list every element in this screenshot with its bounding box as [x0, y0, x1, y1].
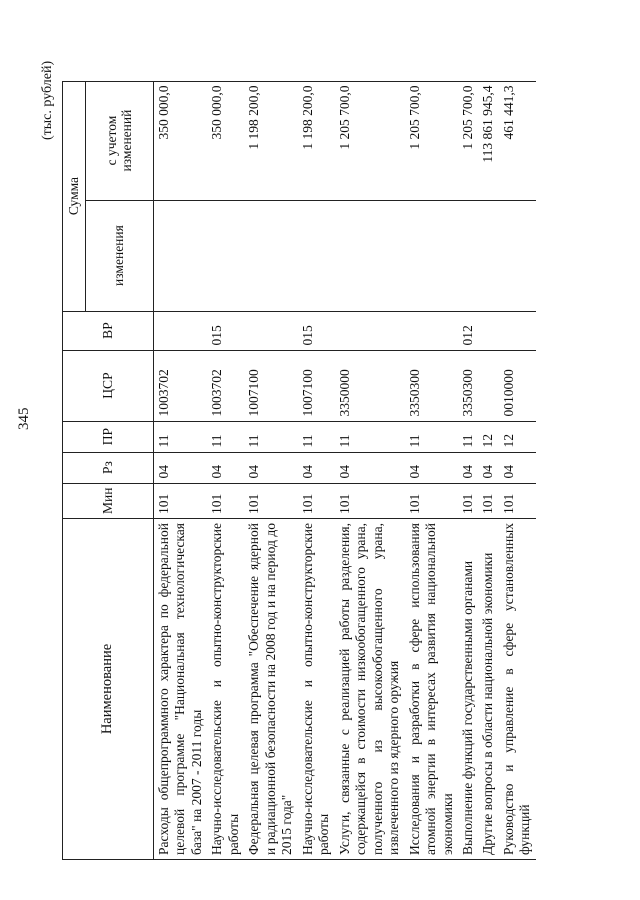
row-csr: 1003702 [207, 350, 244, 421]
page-number: 345 [16, 407, 32, 430]
table-row [298, 81, 335, 859]
header-csr: ЦСР [63, 350, 154, 421]
row-total: 461 441,3 [499, 81, 536, 200]
row-vr [405, 311, 458, 350]
row-pr: 11 [458, 421, 478, 452]
row-pr: 12 [478, 421, 498, 452]
row-csr [478, 350, 498, 421]
row-min: 101 [335, 483, 405, 518]
header-rz: Рз [63, 452, 154, 483]
row-changes [154, 200, 208, 311]
header-min: Мин [63, 483, 154, 518]
row-rz: 04 [478, 452, 498, 483]
row-name: Исследования и разработки в сфере использования атомной энергии в интересах развития национальной экономики [405, 519, 458, 860]
row-pr: 11 [335, 421, 405, 452]
header-pr: ПР [63, 421, 154, 452]
row-pr: 12 [499, 421, 536, 452]
table-row [405, 81, 458, 859]
header-row [63, 81, 86, 859]
row-vr [154, 311, 208, 350]
row-pr: 11 [298, 421, 335, 452]
row-min: 101 [207, 483, 244, 518]
row-min: 101 [244, 483, 297, 518]
row-changes [478, 200, 498, 311]
row-total: 1 198 200,0 [244, 81, 297, 200]
table-row [244, 81, 297, 859]
row-csr: 0010000 [499, 350, 536, 421]
row-min: 101 [405, 483, 458, 518]
row-vr [499, 311, 536, 350]
row-name: Руководство и управление в сфере установленных функций [499, 519, 536, 860]
row-name: Научно-исследовательские и опытно-конструкторские работы [298, 519, 335, 860]
header-with-changes: с учетом изменений [86, 81, 154, 200]
row-name: Другие вопросы в области национальной экономики [478, 519, 498, 860]
row-pr: 11 [405, 421, 458, 452]
row-pr: 11 [154, 421, 208, 452]
row-min: 101 [298, 483, 335, 518]
row-min: 101 [154, 483, 208, 518]
row-csr: 3350300 [405, 350, 458, 421]
header-name: Наименование [63, 519, 154, 860]
row-rz: 04 [154, 452, 208, 483]
row-name: Федеральная целевая программа "Обеспечение ядерной и радиационной безопасности на 2008 год и на период до 2015 года" [244, 519, 297, 860]
row-vr: 012 [458, 311, 478, 350]
budget-table [62, 81, 536, 860]
row-csr: 1007100 [244, 350, 297, 421]
row-total: 113 861 945,4 [478, 81, 498, 200]
row-total: 350 000,0 [207, 81, 244, 200]
row-min: 101 [458, 483, 478, 518]
header-changes: изменения [86, 200, 154, 311]
row-changes [244, 200, 297, 311]
row-total: 350 000,0 [154, 81, 208, 200]
table-row [335, 81, 405, 859]
row-csr: 1003702 [154, 350, 208, 421]
row-min: 101 [499, 483, 536, 518]
row-vr: 015 [207, 311, 244, 350]
row-total: 1 198 200,0 [298, 81, 335, 200]
row-rz: 04 [499, 452, 536, 483]
table-row [154, 81, 208, 859]
table-row [207, 81, 244, 859]
row-rz: 04 [207, 452, 244, 483]
row-total: 1 205 700,0 [405, 81, 458, 200]
row-csr: 3350300 [458, 350, 478, 421]
units-label: (тыс. рублей) [40, 60, 55, 140]
row-changes [499, 200, 536, 311]
row-changes [405, 200, 458, 311]
row-rz: 04 [298, 452, 335, 483]
row-rz: 04 [405, 452, 458, 483]
row-changes [458, 200, 478, 311]
header-vr: ВР [63, 311, 154, 350]
row-total: 1 205 700,0 [458, 81, 478, 200]
row-vr [478, 311, 498, 350]
row-vr [244, 311, 297, 350]
row-rz: 04 [244, 452, 297, 483]
row-name: Выполнение функций государственными органами [458, 519, 478, 860]
table-row [478, 81, 498, 859]
table-row [499, 81, 536, 859]
row-pr: 11 [207, 421, 244, 452]
row-changes [207, 200, 244, 311]
row-name: Научно-исследовательские и опытно-конструкторские работы [207, 519, 244, 860]
row-min: 101 [478, 483, 498, 518]
row-csr: 1007100 [298, 350, 335, 421]
row-vr: 015 [298, 311, 335, 350]
table-row [458, 81, 478, 859]
row-csr: 3350000 [335, 350, 405, 421]
row-name: Расходы общепрограммного характера по федеральной целевой программе "Национальная технологическая база" на 2007 - 2011 годы [154, 519, 208, 860]
row-vr [335, 311, 405, 350]
row-total: 1 205 700,0 [335, 81, 405, 200]
row-rz: 04 [458, 452, 478, 483]
row-pr: 11 [244, 421, 297, 452]
row-name: Услуги, связанные с реализацией работы разделения, содержащейся в стоимости низкообогащенного урана, полученного из высокообогащенного урана, извлеченного из ядерного оружия [335, 519, 405, 860]
row-changes [298, 200, 335, 311]
row-rz: 04 [335, 452, 405, 483]
row-changes [335, 200, 405, 311]
header-sum: Сумма [63, 81, 86, 311]
